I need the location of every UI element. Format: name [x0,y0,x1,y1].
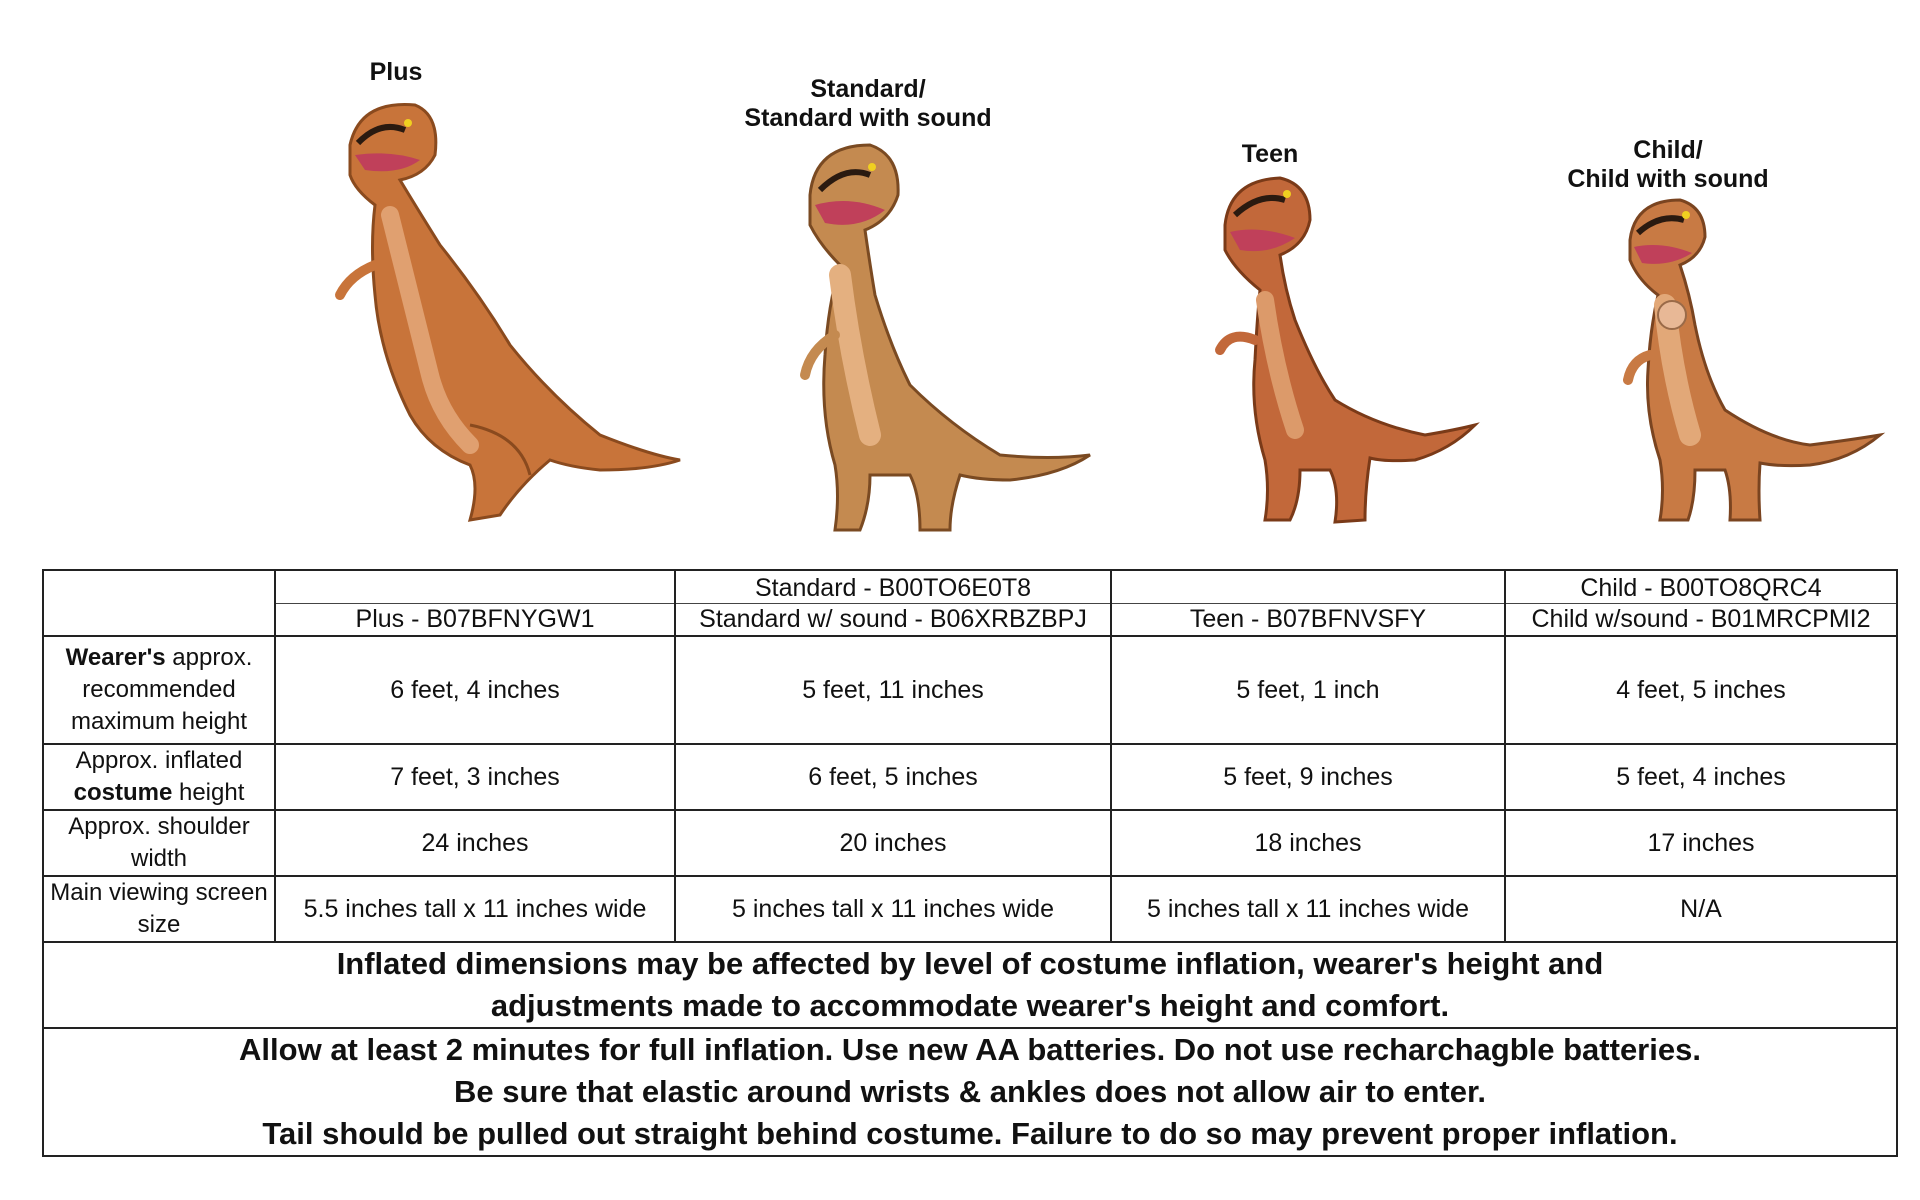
teen-costume-image [1205,170,1535,530]
plus-costume-image [320,95,690,535]
header-child-top: Child - B00TO8QRC4 [1505,570,1897,604]
teen-screen-size: 5 inches tall x 11 inches wide [1111,876,1505,942]
plus-costume-height: 7 feet, 3 inches [275,744,675,810]
size-comparison-table [42,569,1898,1157]
header-child: Child w/sound - B01MRCPMI2 [1505,604,1897,636]
header-row-1 [43,570,1897,604]
header-standard-top: Standard - B00TO6E0T8 [675,570,1111,604]
plus-screen-size: 5.5 inches tall x 11 inches wide [275,876,675,942]
variant-label-plus: Plus [369,58,423,86]
header-row-2 [43,604,1897,636]
child-screen-size: N/A [1505,876,1897,942]
note-row-inflation [43,1028,1897,1156]
header-teen-top [1111,570,1505,604]
child-costume-image [1610,195,1900,525]
header-plus: Plus - B07BFNYGW1 [275,604,675,636]
header-teen: Teen - B07BFNVSFY [1111,604,1505,636]
variant-label-teen: Teen [1241,140,1299,168]
table-row-costume-height [43,744,1897,810]
row-label-costume-height: Approx. inflated costume height [43,744,275,810]
standard-shoulder-width: 20 inches [675,810,1111,876]
standard-screen-size: 5 inches tall x 11 inches wide [675,876,1111,942]
child-shoulder-width: 17 inches [1505,810,1897,876]
header-corner [43,570,275,636]
plus-max-height: 6 feet, 4 inches [275,636,675,744]
variant-label-child: Child/ Child with sound [1567,136,1769,193]
inflation-note: Allow at least 2 minutes for full inflation. Use new AA batteries. Do not use recharchagble batteries. Be sure that elastic around wrists & ankles does not allow air to enter. Tail should be pulled out straight behind costume. Failure to do so may prevent proper inflation. [43,1028,1897,1156]
standard-costume-image [780,135,1100,535]
teen-shoulder-width: 18 inches [1111,810,1505,876]
plus-shoulder-width: 24 inches [275,810,675,876]
note-row-dimensions [43,942,1897,1028]
row-label-screen-size: Main viewing screen size [43,876,275,942]
variant-label-standard: Standard/ Standard with sound [744,75,992,132]
standard-costume-height: 6 feet, 5 inches [675,744,1111,810]
teen-costume-height: 5 feet, 9 inches [1111,744,1505,810]
header-standard: Standard w/ sound - B06XRBZBPJ [675,604,1111,636]
teen-max-height: 5 feet, 1 inch [1111,636,1505,744]
header-plus-top [275,570,675,604]
table-row-shoulder-width [43,810,1897,876]
child-costume-height: 5 feet, 4 inches [1505,744,1897,810]
dimensions-note: Inflated dimensions may be affected by level of costume inflation, wearer's height and adjustments made to accommodate wearer's height and comfort. [43,942,1897,1028]
table-row-max-height [43,636,1897,744]
row-label-shoulder-width: Approx. shoulder width [43,810,275,876]
child-max-height: 4 feet, 5 inches [1505,636,1897,744]
table-row-screen-size [43,876,1897,942]
row-label-max-height: Wearer's approx. recommended maximum height [43,636,275,744]
standard-max-height: 5 feet, 11 inches [675,636,1111,744]
